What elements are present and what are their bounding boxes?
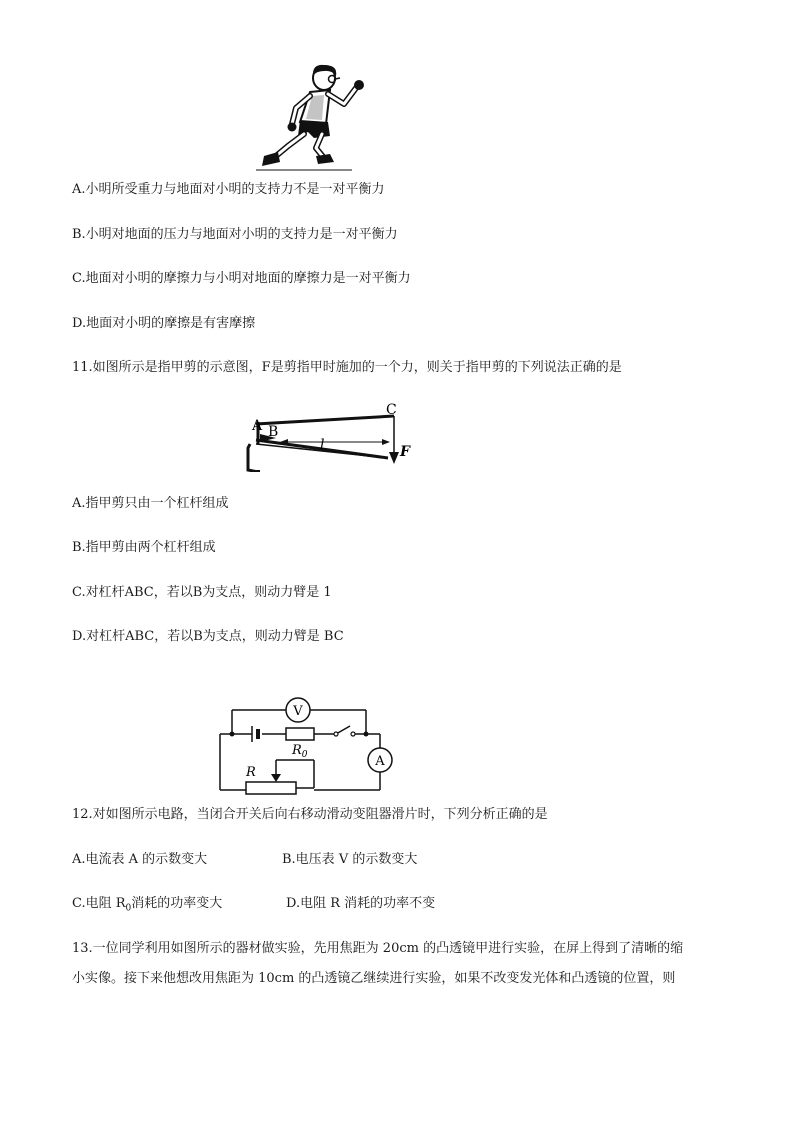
q12-option-c-post: 消耗的功率变大 [131,896,223,911]
q11-stem: 11.如图所示是指甲剪的示意图，F是剪指甲时施加的一个力，则关于指甲剪的下列说法正确的是 [72,360,622,375]
label-b: B [268,424,279,440]
q12-option-d: D.电阻 R 消耗的功率不变 [286,896,436,911]
q11-option-a: A.指甲剪只由一个杠杆组成 [72,496,229,511]
nail-clipper-diagram [238,400,418,472]
q10-option-a: A.小明所受重力与地面对小明的支持力不是一对平衡力 [72,182,385,197]
ammeter-label: A [375,754,385,769]
q12-option-c [72,894,222,919]
q10-option-d: D.地面对小明的摩擦是有害摩擦 [72,316,256,331]
label-f: F [400,444,410,460]
q12-option-b: B.电压表 V 的示数变大 [282,852,418,867]
q10-option-c: C.地面对小明的摩擦力与小明对地面的摩擦力是一对平衡力 [72,271,411,286]
circuit-diagram [216,694,406,796]
q12-option-c-pre: C.电阻 R [72,896,126,911]
nail-clipper-figure [238,400,418,472]
r0-label: $R_0$ [292,743,308,760]
running-boy-figure [252,62,372,174]
q11-option-d: D.对杠杆ABC，若以B为支点，则动力臂是 BC [72,629,344,644]
voltmeter-label: V [293,704,303,719]
q13-stem-line1: 13.一位同学利用如图所示的器材做实验，先用焦距为 20cm 的凸透镜甲进行实验，在屏上得到了清晰的缩 [72,941,684,956]
label-c: C [386,402,397,418]
running-boy-icon [252,62,372,174]
q12-option-c-sub: 0 [125,903,132,914]
q12-option-a: A.电流表 A 的示数变大 [72,852,208,867]
q10-option-b: B.小明对地面的压力与地面对小明的支持力是一对平衡力 [72,227,398,242]
r-label: R [246,765,256,780]
q12-stem: 12.对如图所示电路，当闭合开关后向右移动滑动变阻器滑片时，下列分析正确的是 [72,807,548,822]
circuit-figure [216,694,406,796]
q13-stem-line2: 小实像。接下来他想改用焦距为 10cm 的凸透镜乙继续进行实验，如果不改变发光体和凸透镜的位置，则 [72,971,676,986]
label-l: l [320,437,325,453]
label-a: A [252,418,263,434]
q11-option-c: C.对杠杆ABC，若以B为支点，则动力臂是 1 [72,585,332,600]
q11-option-b: B.指甲剪由两个杠杆组成 [72,540,216,555]
